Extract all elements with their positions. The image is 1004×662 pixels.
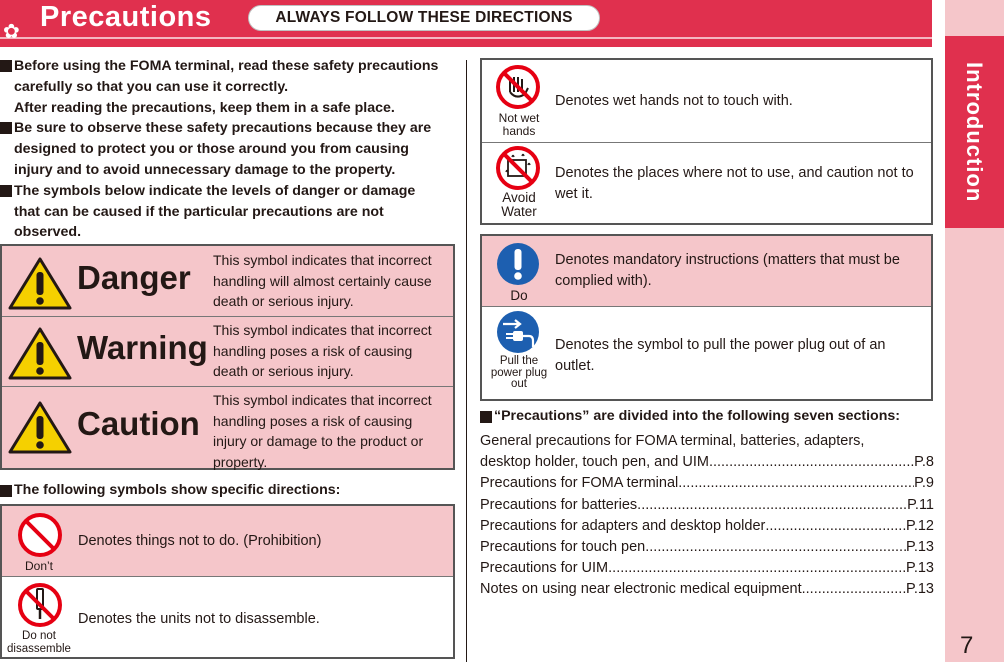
- sections-toc: [480, 431, 934, 601]
- pull-plug-icon: [495, 309, 541, 355]
- intro-line: that can be caused if the particular precautions are not: [14, 203, 384, 220]
- page-title: Precautions: [40, 1, 212, 33]
- toc-entry-page: P.13: [906, 539, 934, 556]
- toc-entry[interactable]: [480, 473, 934, 494]
- no-disassemble-icon: [16, 581, 64, 629]
- symbol-text: Denotes things not to do. (Prohibition): [78, 533, 322, 549]
- directions-heading: [0, 482, 454, 498]
- symbol-label: [484, 112, 554, 138]
- intro-line: Before using the FOMA terminal, read these safety precautions: [14, 58, 439, 74]
- toc-entry-title: Precautions for adapters and desktop holder: [480, 517, 766, 534]
- level-desc: This symbol indicates that incorrect handling will almost certainly cause death or serious injury.: [213, 252, 432, 309]
- toc-entry[interactable]: [480, 579, 934, 600]
- hazard-levels-box: [0, 244, 455, 470]
- toc-first-line: General precautions for FOMA terminal, batteries, adapters,: [480, 433, 865, 449]
- symbol-text: Denotes wet hands not to touch with.: [555, 93, 793, 109]
- prohibition-icon: [16, 511, 64, 559]
- toc-leader: [765, 516, 906, 537]
- toc-entry-page: P.8: [914, 454, 934, 471]
- toc-entry[interactable]: [480, 558, 934, 579]
- symbol-label: [4, 630, 74, 656]
- intro-line: carefully so that you can use it correctly.: [14, 78, 289, 95]
- bullet-square-icon: [0, 122, 12, 134]
- sections-heading: [480, 408, 934, 424]
- level-word: Danger: [77, 259, 191, 296]
- toc-entry-page: P.11: [907, 496, 934, 513]
- toc-leader: [802, 579, 906, 600]
- bullet-square-icon: [0, 485, 12, 497]
- symbol-label: Do: [510, 288, 528, 303]
- warning-triangle-icon: [8, 256, 72, 310]
- symbol-label-line: Not wet: [498, 111, 540, 125]
- intro-list: [0, 56, 460, 243]
- toc-leader: [678, 473, 914, 494]
- symbol-text: Denotes mandatory instructions (matters that must be complied with).: [555, 252, 900, 289]
- toc-entry-page: P.13: [906, 581, 934, 598]
- symbol-label-line: Water: [501, 204, 537, 219]
- directions-heading-text: The following symbols show specific directions:: [14, 482, 341, 498]
- toc-entry[interactable]: [480, 516, 934, 537]
- symbol-text: Denotes the units not to disassemble.: [78, 611, 320, 627]
- symbol-label-line: disassemble: [7, 643, 71, 655]
- intro-line: injury and to avoid unnecessary damage to the property.: [14, 161, 396, 178]
- toc-entry-title: Precautions for UIM: [480, 560, 609, 577]
- symbol-row-avoid-water: [482, 143, 931, 223]
- toc-entry-title: Precautions for FOMA terminal: [480, 475, 679, 492]
- intro-line: observed.: [14, 224, 82, 241]
- page-header: [0, 0, 932, 47]
- symbol-label-line: out: [511, 378, 527, 390]
- bullet-square-icon: [480, 411, 492, 423]
- level-warning: [2, 316, 453, 387]
- symbol-label: Don’t: [24, 559, 53, 573]
- right-symbols-box-bottom: [480, 234, 933, 401]
- toc-entry[interactable]: [480, 452, 934, 473]
- toc-leader: [645, 537, 906, 558]
- symbol-label: [484, 191, 554, 219]
- toc-entry-title: Precautions for batteries: [480, 496, 638, 513]
- intro-line: After reading the precautions, keep them in a safe place.: [14, 99, 395, 116]
- symbol-label-line: Pull the: [499, 355, 539, 367]
- symbol-row-mandatory: [482, 236, 931, 306]
- toc-entry-title: desktop holder, touch pen, and UIM: [480, 454, 709, 471]
- toc-leader: [637, 495, 907, 516]
- avoid-water-icon: [495, 145, 541, 191]
- intro-line: designed to protect you or those around you from causing: [14, 141, 409, 158]
- flower-icon: ✿: [3, 21, 20, 43]
- intro-item: [0, 56, 460, 118]
- intro-item: [0, 118, 460, 180]
- level-caution: [2, 386, 453, 468]
- symbol-row-wet-hands: [482, 60, 931, 142]
- mandatory-icon: [495, 241, 541, 287]
- symbol-label-line: hands: [502, 124, 536, 138]
- toc-entry-title: Notes on using near electronic medical equipment: [480, 581, 802, 598]
- level-desc: This symbol indicates that incorrect handling poses a risk of causing injury or damage to the product or property.: [213, 392, 432, 470]
- symbol-row-disassemble: [2, 577, 453, 657]
- left-symbols-box: [0, 504, 455, 659]
- toc-leader: [608, 558, 906, 579]
- symbol-label-line: Avoid: [502, 190, 536, 205]
- no-wet-hands-icon: [495, 64, 541, 110]
- intro-line: The symbols below indicate the levels of danger or damage: [14, 182, 416, 199]
- bullet-square-icon: [0, 185, 12, 197]
- warning-triangle-icon: [8, 326, 72, 380]
- toc-entry-page: P.12: [906, 517, 934, 534]
- warning-triangle-icon: [8, 400, 72, 454]
- intro-line: Be sure to observe these safety precautions because they are: [14, 120, 432, 137]
- directions-pill: ALWAYS FOLLOW THESE DIRECTIONS: [248, 5, 600, 31]
- bullet-square-icon: [0, 60, 12, 72]
- toc-entry-page: P.13: [906, 560, 934, 577]
- level-word: Caution: [77, 405, 200, 442]
- toc-entry-page: P.9: [914, 475, 934, 492]
- page-number: 7: [960, 632, 974, 659]
- toc-entry[interactable]: [480, 495, 934, 516]
- section-tab-label: Introduction: [962, 61, 987, 203]
- column-divider: [466, 60, 467, 662]
- level-word: Warning: [77, 329, 208, 366]
- symbol-row-prohibition: [2, 506, 453, 576]
- level-danger: [2, 246, 453, 317]
- symbol-label: [484, 356, 554, 391]
- header-underline: [0, 37, 932, 39]
- symbol-row-pull-plug: [482, 307, 931, 399]
- side-tab-bar: [945, 0, 1004, 662]
- sections-heading-text: “Precautions” are divided into the following seven sections:: [494, 408, 900, 424]
- level-desc: This symbol indicates that incorrect handling poses a risk of causing death or serious injury.: [213, 322, 432, 379]
- symbol-text: Denotes the places where not to use, and caution not to wet it.: [555, 165, 914, 202]
- toc-leader: [709, 452, 914, 473]
- symbol-text: Denotes the symbol to pull the power plug out of an outlet.: [555, 337, 886, 374]
- toc-entry[interactable]: [480, 537, 934, 558]
- right-symbols-box-top: [480, 58, 933, 225]
- symbol-label-line: Do not: [22, 630, 56, 642]
- toc-entry-title: Precautions for touch pen: [480, 539, 646, 556]
- intro-item: [0, 181, 460, 243]
- symbol-label-line: power plug: [490, 366, 548, 379]
